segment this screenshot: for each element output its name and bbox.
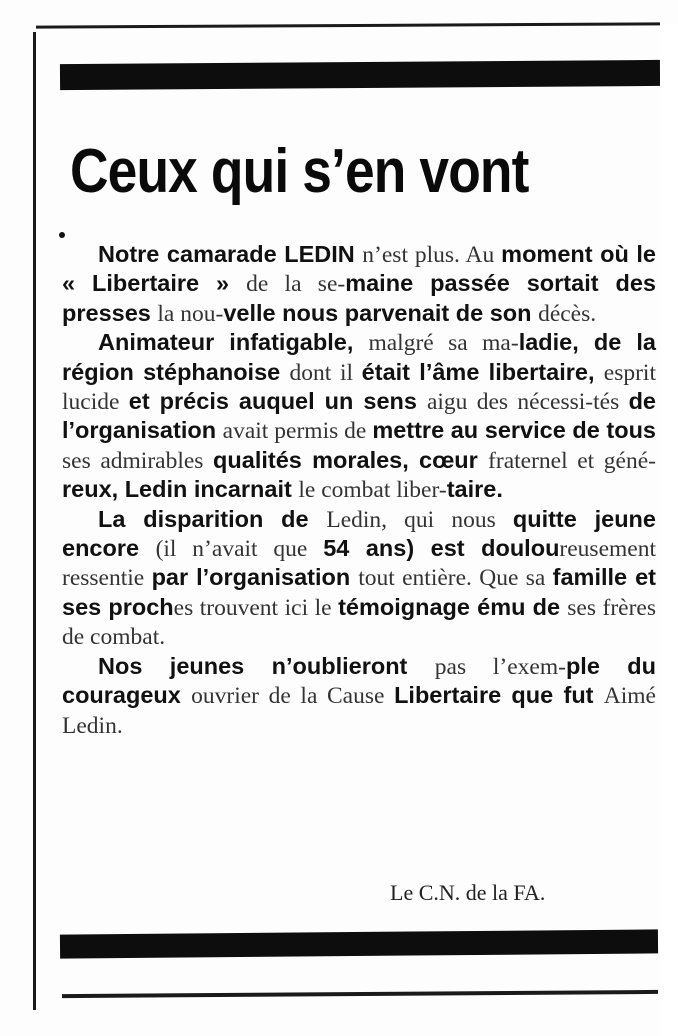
right-margin xyxy=(660,24,678,1036)
text-run: était l’âme libertaire, xyxy=(361,358,604,385)
text-run: par l’organisation xyxy=(151,564,359,591)
text-run: ouvrier de la Cause xyxy=(191,683,395,710)
margin-dot xyxy=(59,232,65,238)
text-run: qualités morales, cœur xyxy=(213,446,489,473)
text-run: Ledin, qui nous xyxy=(326,506,513,533)
text-run: ladie, de la région stéphanoise xyxy=(62,329,656,385)
text-run: de la se- xyxy=(246,271,346,298)
text-run: et précis auquel un sens xyxy=(128,388,427,415)
text-run: de l’organisation xyxy=(62,388,656,444)
text-run: taire. xyxy=(446,476,503,503)
text-run: tout entière. Que sa xyxy=(358,565,553,592)
text-run: velle nous parvenait de son xyxy=(223,299,539,326)
text-run: fraternel et géné- xyxy=(488,447,656,474)
left-border-rule xyxy=(33,32,36,1010)
text-run: reusement ressentie xyxy=(62,536,656,592)
text-run: maine passée sortait des presses xyxy=(62,270,656,326)
text-run: le combat liber- xyxy=(298,477,447,504)
text-run: décès. xyxy=(538,300,597,327)
text-run: mettre au service de tous xyxy=(372,417,656,444)
top-thin-rule xyxy=(36,22,660,28)
text-run: 54 ans) est doulou xyxy=(323,535,560,562)
text-run: es trouvent ici le xyxy=(173,594,339,621)
text-run: La disparition de xyxy=(98,505,327,532)
text-run: Libertaire que fut xyxy=(394,682,604,709)
text-run: avait permis de xyxy=(222,418,373,445)
article-title: Ceux qui s’en vont xyxy=(70,137,529,206)
text-run: famille et ses proch xyxy=(62,564,656,620)
paragraph-3 xyxy=(62,505,656,652)
text-run: Notre camarade LEDIN xyxy=(98,241,363,267)
text-run: quitte jeune encore xyxy=(62,505,656,562)
text-run: esprit lucide xyxy=(62,359,656,416)
text-run: ses admirables xyxy=(62,447,214,474)
paragraph-1 xyxy=(62,240,656,328)
top-thick-rule xyxy=(60,60,660,90)
text-run: pas l’exem- xyxy=(434,653,566,680)
text-run: Nos jeunes n’oublieront xyxy=(98,652,435,679)
paragraph-4 xyxy=(62,652,656,740)
text-run: dont il xyxy=(289,359,362,386)
text-run: ses frères de combat. xyxy=(62,594,656,651)
bottom-thick-rule xyxy=(60,929,658,958)
article-signature: Le C.N. de la FA. xyxy=(390,880,546,905)
article-body xyxy=(62,240,656,740)
text-run: Aimé Ledin. xyxy=(62,683,656,739)
text-run: ple du courageux xyxy=(62,652,656,709)
text-run: (il n’avait que xyxy=(155,536,324,563)
bottom-thin-rule xyxy=(62,990,658,998)
text-run: aigu des nécessi-tés xyxy=(426,389,629,416)
paragraph-2 xyxy=(62,328,656,504)
text-run: Animateur infatigable, xyxy=(98,329,369,356)
text-run: malgré sa ma- xyxy=(368,330,519,357)
text-run: n’est plus. Au xyxy=(362,242,502,268)
text-run: témoignage ému de xyxy=(338,593,568,620)
text-run: reux, Ledin incarnait xyxy=(62,476,299,503)
text-run: la nou- xyxy=(157,300,224,327)
text-run: moment où le « Libertaire » xyxy=(62,241,656,297)
